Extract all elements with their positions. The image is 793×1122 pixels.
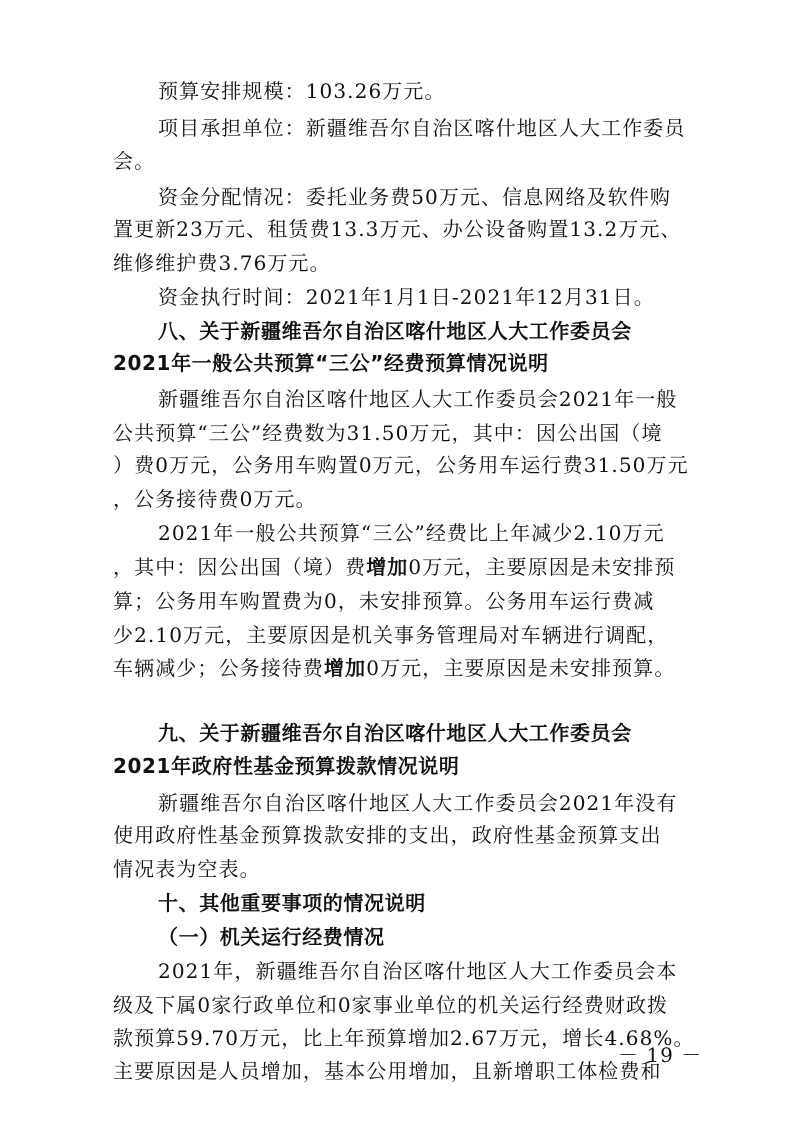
section-9-para-line-2: 使用政府性基金预算拨款安排的支出，政府性基金预算支出 xyxy=(113,823,662,847)
subsection-1-para-line-4: 主要原因是人员增加，基本公用增加，且新增职工体检费和 xyxy=(113,1059,662,1083)
subsection-1-para-line-2: 级及下属0家行政单位和0家事业单位的机关运行经费财政拨 xyxy=(113,993,669,1017)
project-unit-line-cont: 会。 xyxy=(113,149,156,173)
emphasis-text: 增加 xyxy=(366,555,409,579)
section-8-para-1: 新疆维吾尔自治区喀什地区人大工作委员会2021年一般 xyxy=(158,387,678,411)
section-8-para-2-line-4: 少2.10万元，主要原因是机关事务管理局对车辆进行调配， xyxy=(113,623,669,647)
line-text: 车辆减少；公务接待费 xyxy=(113,656,324,680)
page-number: － 19 － xyxy=(618,1043,703,1067)
section-9-para: 新疆维吾尔自治区喀什地区人大工作委员会2021年没有 xyxy=(158,791,678,815)
section-8-para-2: 2021年一般公共预算“三公”经费比上年减少2.10万元 xyxy=(158,521,665,545)
section-8-para-2-line-2 xyxy=(113,554,685,580)
section-8-para-2-line-5 xyxy=(113,655,685,681)
section-8-para-1-line-3: ）费0万元，公务用车购置0万元，公务用车运行费31.50万元 xyxy=(113,453,689,477)
line-text-rest: 0万元，主要原因是未安排预算。 xyxy=(366,656,676,680)
section-8-para-2-line-3: 算；公务用车购置费为0，未安排预算。公务用车运行费减 xyxy=(113,589,655,613)
subsection-1-heading: （一）机关运行经费情况 xyxy=(158,925,385,949)
execution-time-line: 资金执行时间：2021年1月1日-2021年12月31日。 xyxy=(158,285,655,309)
section-10-heading: 十、其他重要事项的情况说明 xyxy=(158,891,426,915)
line-text-rest: 0万元，主要原因是未安排预 xyxy=(408,555,676,579)
section-9-heading-cont: 2021年政府性基金预算拨款情况说明 xyxy=(113,754,460,778)
fund-allocation-line-3: 维修维护费3.76万元。 xyxy=(113,251,331,275)
subsection-1-para-line-3: 款预算59.70万元，比上年预算增加2.67万元，增长4.68%。 xyxy=(113,1026,695,1050)
section-8-para-1-line-4: ，公务接待费0万元。 xyxy=(113,487,317,511)
fund-allocation-line-2: 置更新23万元、租赁费13.3万元、办公设备购置13.2万元、 xyxy=(113,217,682,241)
line-text: ，其中：因公出国（境）费 xyxy=(113,555,367,579)
section-8-heading: 八、关于新疆维吾尔自治区喀什地区人大工作委员会 xyxy=(158,319,632,343)
subsection-1-para: 2021年，新疆维吾尔自治区喀什地区人大工作委员会本 xyxy=(158,959,678,983)
fund-allocation-line: 资金分配情况：委托业务费50万元、信息网络及软件购 xyxy=(158,185,671,209)
project-unit-line: 项目承担单位：新疆维吾尔自治区喀什地区人大工作委员 xyxy=(158,116,686,140)
section-8-para-1-line-2: 公共预算“三公”经费数为31.50万元，其中：因公出国（境 xyxy=(113,421,663,445)
section-9-para-line-3: 情况表为空表。 xyxy=(113,857,261,881)
section-9-heading: 九、关于新疆维吾尔自治区喀什地区人大工作委员会 xyxy=(158,721,632,745)
emphasis-text: 增加 xyxy=(324,656,367,680)
budget-scale-line: 预算安排规模：103.26万元。 xyxy=(158,79,446,103)
section-8-heading-cont: 2021年一般公共预算“三公”经费预算情况说明 xyxy=(113,351,549,375)
